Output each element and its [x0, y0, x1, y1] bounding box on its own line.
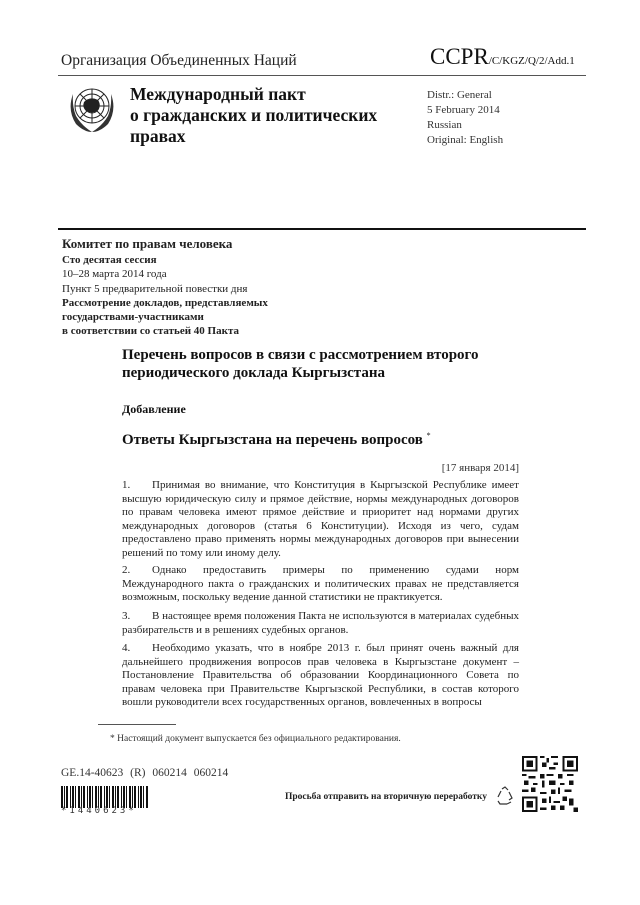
job-number: GE.14-40623 (R) 060214 060214	[61, 767, 229, 779]
symbol-main: CCPR	[430, 44, 489, 69]
committee-block	[62, 237, 268, 338]
agenda-title-line: Рассмотрение докладов, представляемых	[62, 296, 268, 309]
paragraph-text: В настоящее время положения Пакта не используются в материалах судебных разбирательств и в решениях судебных органов.	[122, 610, 519, 636]
main-heading	[122, 346, 478, 382]
paragraph	[122, 610, 519, 637]
symbol-suffix: /C/KGZ/Q/2/Add.1	[488, 55, 575, 67]
paragraph-text: Принимая во внимание, что Конституция в Кыргызской Республике имеет высшую юридическую силу и прямое действие, нормы международных договоров по правам человека имеют прямое действие и приоритет над нормами других международных договоров (статья 6 Конституции). Исходя из чего, судам предоставлено право применять нормы международных договоров при вынесении решений по тому или иному делу.	[122, 479, 519, 559]
covenant-title	[130, 84, 377, 147]
paragraph	[122, 479, 519, 561]
distribution-type: Distr.: General	[427, 89, 492, 101]
session: Сто десятая сессия	[62, 254, 157, 267]
document-date: 5 February 2014	[427, 104, 500, 116]
title-line: о гражданских и политических	[130, 105, 378, 125]
paragraph-number: 4.	[122, 642, 131, 654]
recycle-icon	[494, 785, 516, 807]
agenda-item: Пункт 5 предварительной повестки дня	[62, 282, 248, 295]
footnote-rule	[98, 724, 176, 725]
title-line: правах	[130, 126, 186, 146]
paragraph-number: 3.	[122, 610, 131, 622]
distribution-info	[427, 88, 503, 148]
original-language: Original: English	[427, 134, 504, 146]
committee-title: Комитет по правам человека	[62, 236, 233, 251]
barcode-icon	[61, 786, 149, 808]
session-dates: 10–28 марта 2014 года	[62, 268, 167, 281]
footnote: * Настоящий документ выпускается без официального редактирования.	[110, 734, 401, 744]
organization-name: Организация Объединенных Наций	[61, 52, 297, 69]
paragraph	[122, 642, 519, 710]
document-symbol	[430, 44, 575, 70]
paragraph-text: Необходимо указать, что в ноябре 2013 г. был принят очень важный для дальнейшего продвижения вопросов прав человека в Кыргызстане документ – Постановление Правительства об образовании Координационного Совета по правам человека при Правительстве Кыргызской Республики, в состав которого вошли руководители всех государственных органов, вовлеченных в вопросы	[122, 642, 519, 709]
paragraph	[122, 564, 519, 605]
header-rule	[58, 75, 586, 76]
paragraph-number: 2.	[122, 564, 131, 576]
un-emblem-icon	[64, 80, 120, 136]
recycle-notice: Просьба отправить на вторичную переработку	[285, 792, 487, 802]
paragraph-number: 1.	[122, 479, 131, 491]
heading-line: периодического доклада Кыргызстана	[122, 365, 385, 381]
footnote-mark: *	[426, 431, 431, 440]
replies-heading	[122, 431, 431, 449]
reply-date: [17 января 2014]	[441, 462, 519, 474]
document-language: Russian	[427, 119, 462, 131]
section-rule	[58, 228, 586, 230]
addendum-heading: Добавление	[122, 402, 186, 416]
replies-heading-text: Ответы Кыргызстана на перечень вопросов	[122, 432, 423, 448]
title-line: Международный пакт	[130, 84, 306, 104]
paragraph-text: Однако предоставить примеры по применению судами норм Международного пакта о гражданских и политических правах не представляется возможным, поскольку ведение данной статистики не практикуется.	[122, 564, 519, 604]
heading-line: Перечень вопросов в связи с рассмотрением второго	[122, 347, 479, 363]
barcode-number: *1440623*	[61, 806, 137, 816]
qr-code-icon	[522, 756, 578, 812]
agenda-title-line: в соответствии со статьей 40 Пакта	[62, 325, 239, 338]
agenda-title-line: государствами-участниками	[62, 311, 204, 324]
